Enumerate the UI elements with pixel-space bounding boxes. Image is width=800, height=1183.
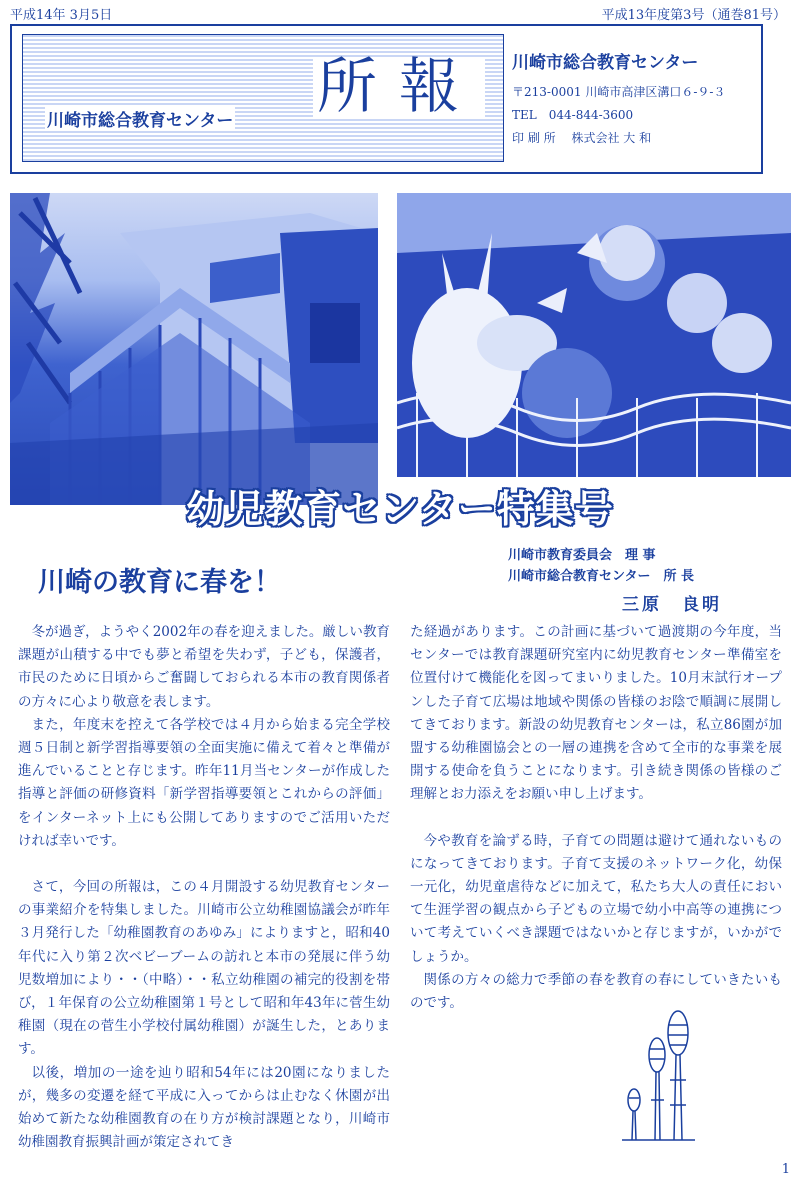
author-title-2: 川崎市総合教育センター 所 長	[508, 569, 695, 584]
telephone: TEL 044-844-3600	[512, 108, 634, 122]
paragraph: た経過があります。この計画に基づいて過渡期の今年度，当センターでは教育課題研究室内に幼児教育センター準備室を位置付けて機能化を図ってまいりました。10月末試行オープンした子育て広場は地域や関係の皆様のお陰で順調に展開してきております。新設の幼児教育センターは，私立86園が加盟する幼稚園協会との一層の連携を含めて全市的な事業を展開する使命を負うことになります。引き続き関係の皆様のご理解とお力添えをお願い申し上げます。	[410, 624, 782, 803]
article-title: 川崎の教育に春を！	[38, 567, 281, 598]
paragraph: また，年度末を控えて各学校では４月から始まる完全学校週５日制と新学習指導要領の全面実施に備えて着々と準備が進んでいることと存じます。昨年11月当センターが作成した指導と評価の研修資料「新学習指導要領とこれからの評価」をインターネット上にも公開してありますのでご活用いただければ幸いです。	[18, 716, 390, 849]
author-title-1: 川崎市教育委員会 理 事	[508, 548, 656, 563]
children-goat-photo	[397, 193, 791, 477]
paragraph: さて，今回の所報は，この４月開設する幼児教育センターの事業紹介を特集しました。川崎市公立幼稚園協議会が昨年３月発行した「幼稚園教育のあゆみ」によりますと，昭和40年代に入り第２次ベビーブームの訪れと本市の発展に伴う幼児数増加により・・（中略）・・私立幼稚園の補完的役割を帯び，１年保育の公立幼稚園第１号として昭和年43年に菅生幼稚園（現在の菅生小学校付属幼稚園）が誕生した，とあります。	[18, 879, 390, 1058]
article-column-right	[410, 621, 782, 1015]
title-box	[22, 34, 504, 162]
author-block	[508, 544, 722, 615]
paragraph: 関係の方々の総力で季節の春を教育の春にしていきたいものです。	[410, 971, 782, 1012]
printer-info: 印 刷 所 株式会社 大 和	[512, 131, 652, 145]
paper-title: 所報	[313, 57, 485, 117]
publisher-info	[512, 48, 752, 152]
issue-date: 平成14年 3月5日	[10, 8, 113, 23]
issue-number: 平成13年度第3号（通巻81号）	[601, 8, 786, 23]
publisher-label: 川崎市総合教育センター	[45, 106, 235, 131]
org-name: 川崎市総合教育センター	[512, 53, 699, 73]
paragraph: 冬が過ぎ，ようやく2002年の春を迎えました。厳しい教育課題が山積する中でも夢と希望を失わず，子ども，保護者，市民のために日頃からご奮闘しておられる本市の教育関係者の方々に心より敬意を表します。	[18, 624, 390, 710]
paragraph: 今や教育を論ずる時，子育ての問題は避けて通れないものになってきております。子育て支援のネットワーク化，幼保一元化，幼児童虐待などに加えて，私たち大人の責任において生涯学習の観点から子どもの立場で幼小中高等の連携について考えていくべき課題ではないかと存じますが，いかがでしょうか。	[410, 832, 782, 965]
address: 〒213-0001 川崎市高津区溝口６-９-３	[512, 85, 726, 99]
page-number: 1	[781, 1162, 790, 1177]
horsetail-sprouts-illustration	[620, 1005, 700, 1149]
author-name: 三原 良明	[622, 595, 722, 615]
special-issue-title: 幼児教育センター特集号	[186, 487, 614, 531]
article-column-left	[18, 621, 390, 1154]
paragraph: 以後，増加の一途を辿り昭和54年には20園になりましたが，幾多の変遷を経て平成に入ってからは止むなく休園が出始めて新たな幼稚園教育の在り方が検討課題となり，川崎市幼稚園教育振興計画が策定されてき	[18, 1064, 390, 1151]
building-photo	[10, 193, 378, 505]
masthead	[10, 24, 763, 174]
